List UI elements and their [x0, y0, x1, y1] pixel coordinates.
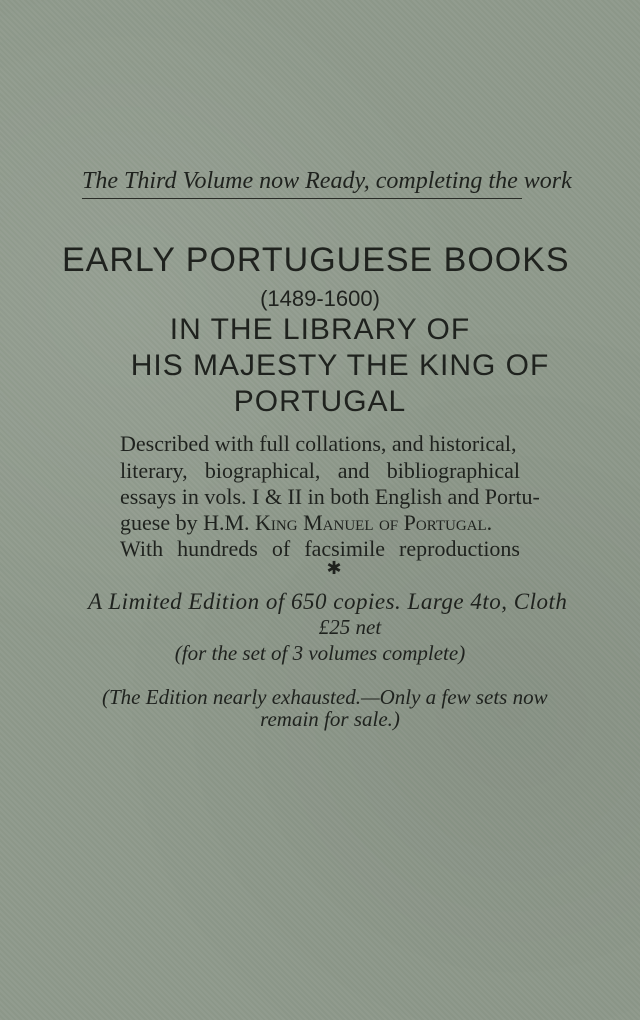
title-line-4: PORTUGAL: [233, 385, 407, 418]
description-line-2: literary, biographical, and bibliographical: [120, 458, 520, 483]
availability-note-line-1: (The Edition nearly exhausted.—Only a few sets now: [102, 685, 548, 709]
title-line-2: IN THE LIBRARY OF: [169, 313, 471, 346]
price-line: £25 net: [318, 615, 382, 639]
availability-note-line-2: remain for sale.): [260, 707, 400, 731]
set-note-line: (for the set of 3 volumes complete): [174, 641, 466, 665]
description-line-1: Described with full collations, and historical,: [120, 431, 517, 456]
limited-edition-line: A Limited Edition of 650 copies. Large 4to, Cloth: [88, 589, 568, 614]
title-line-1: EARLY PORTUGUESE BOOKS: [62, 241, 570, 279]
description-line-3: essays in vols. I & II in both English and Portu-: [120, 484, 540, 509]
title-years: (1489-1600): [260, 286, 380, 311]
ornament-asterisk: ✱: [326, 558, 342, 578]
intro-line: The Third Volume now Ready, completing the work: [82, 166, 522, 199]
description-line-4-smallcaps: King Manuel of Portugal.: [255, 510, 493, 535]
description-line-4-prefix: guese by H.M.: [120, 510, 256, 535]
title-line-3: HIS MAJESTY THE KING OF: [130, 349, 550, 382]
description-line-5: With hundreds of facsimile reproductions: [120, 536, 520, 561]
description-line-4: [120, 509, 520, 536]
